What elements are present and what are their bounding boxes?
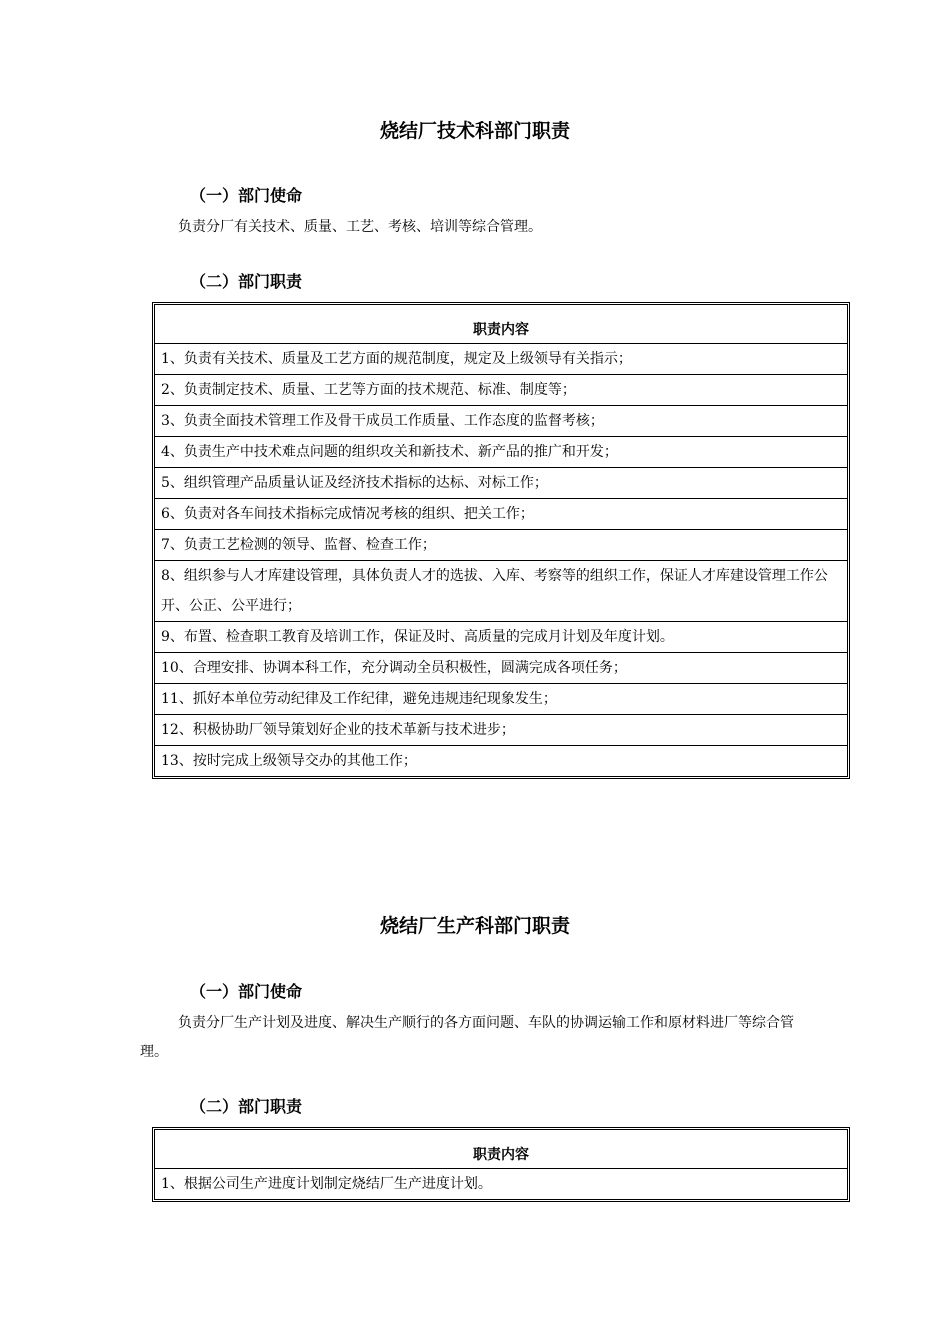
table-row: 13、按时完成上级领导交办的其他工作； bbox=[155, 745, 847, 776]
table-row: 12、积极协助厂领导策划好企业的技术革新与技术进步； bbox=[155, 714, 847, 745]
dept1-title: 烧结厂技术科部门职责 bbox=[379, 120, 570, 142]
dept2-mission-heading: （一）部门使命 bbox=[190, 982, 303, 1001]
table-header: 职责内容 bbox=[473, 1147, 529, 1163]
table-row: 3、负责全面技术管理工作及骨干成员工作质量、工作态度的监督考核； bbox=[155, 405, 847, 436]
table-row: 5、组织管理产品质量认证及经济技术指标的达标、对标工作； bbox=[155, 467, 847, 498]
dept1-mission-text: 负责分厂有关技术、质量、工艺、考核、培训等综合管理。 bbox=[178, 219, 542, 235]
dept2-duties-heading: （二）部门职责 bbox=[190, 1097, 303, 1116]
dept1-duties-table bbox=[152, 302, 850, 779]
dept2-title: 烧结厂生产科部门职责 bbox=[379, 915, 570, 937]
dept1-mission-heading: （一）部门使命 bbox=[190, 186, 303, 205]
table-row: 4、负责生产中技术难点问题的组织攻关和新技术、新产品的推广和开发； bbox=[155, 436, 847, 467]
table-row: 1、根据公司生产进度计划制定烧结厂生产进度计划。 bbox=[155, 1168, 847, 1199]
table-row: 8、组织参与人才库建设管理，具体负责人才的选拔、入库、考察等的组织工作，保证人才库建设管理工作公开、公正、公平进行； bbox=[155, 560, 847, 621]
table-row: 11、抓好本单位劳动纪律及工作纪律，避免违规违纪现象发生； bbox=[155, 683, 847, 714]
dept2-duties-table bbox=[152, 1127, 850, 1202]
table-row: 2、负责制定技术、质量、工艺等方面的技术规范、标准、制度等； bbox=[155, 374, 847, 405]
table-row: 9、布置、检查职工教育及培训工作，保证及时、高质量的完成月计划及年度计划。 bbox=[155, 621, 847, 652]
table-header: 职责内容 bbox=[473, 322, 529, 338]
dept1-duties-heading: （二）部门职责 bbox=[190, 272, 303, 291]
table-row: 6、负责对各车间技术指标完成情况考核的组织、把关工作； bbox=[155, 498, 847, 529]
table-row: 1、负责有关技术、质量及工艺方面的规范制度，规定及上级领导有关指示； bbox=[155, 343, 847, 374]
table-row: 7、负责工艺检测的领导、监督、检查工作； bbox=[155, 529, 847, 560]
table-row: 10、合理安排、协调本科工作，充分调动全员积极性，圆满完成各项任务； bbox=[155, 652, 847, 683]
dept2-mission-text: 负责分厂生产计划及进度、解决生产顺行的各方面问题、车队的协调运输工作和原材料进厂等综合管理。 bbox=[140, 1015, 794, 1060]
